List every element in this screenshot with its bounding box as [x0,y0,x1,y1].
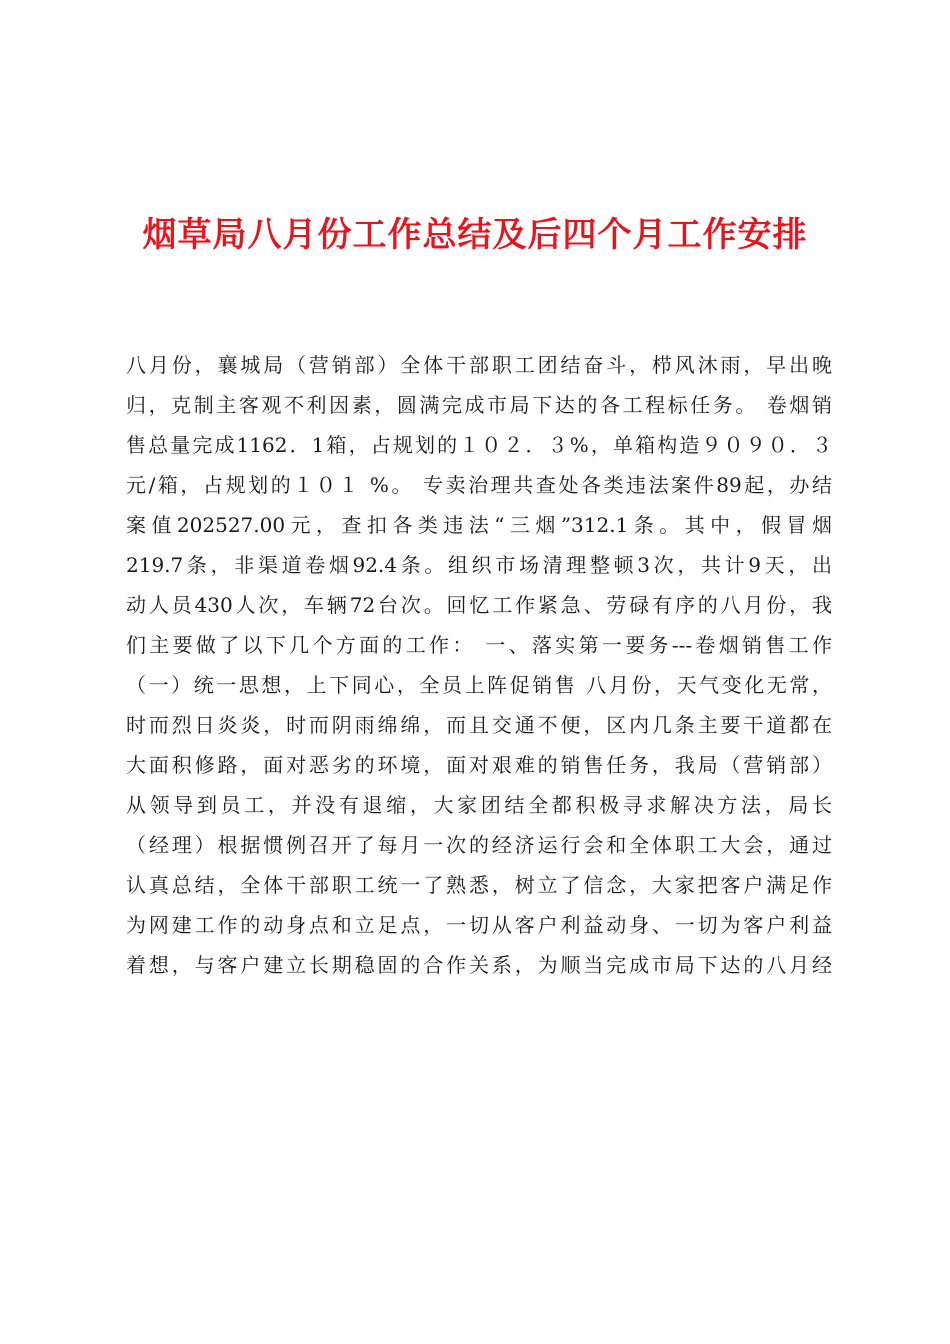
body-line: 时而烈日炎炎，时而阴雨绵绵，而且交通不便，区内几条主要干道都在 [126,713,832,737]
body-line: 大面积修路，面对恶劣的环境，面对艰难的销售任务，我局（营销部） [126,753,832,777]
document-body [126,345,832,985]
body-line: （经理）根据惯例召开了每月一次的经济运行会和全体职工大会，通过 [126,833,832,857]
body-line: 动人员430人次，车辆72台次。回忆工作紧急、劳碌有序的八月份，我 [126,593,832,617]
body-line: （一）统一思想，上下同心，全员上阵促销售 八月份，天气变化无常， [126,673,832,697]
body-line: 为网建工作的动身点和立足点，一切从客户利益动身、一切为客户利益 [126,913,832,937]
body-line: 八月份，襄城局（营销部）全体干部职工团结奋斗，栉风沐雨，早出晚 [126,353,832,377]
body-line: 售总量完成1162．1箱，占规划的１０２．３%，单箱构造９０９０．３ [126,433,832,457]
body-line: 从领导到员工，并没有退缩，大家团结全都积极寻求解决方法，局长 [126,793,832,817]
body-line: 219.7条，非渠道卷烟92.4条。组织市场清理整顿3次，共计9天，出 [126,553,832,577]
body-line: 着想，与客户建立长期稳固的合作关系，为顺当完成市局下达的八月经 [126,953,832,977]
document-title: 烟草局八月份工作总结及后四个月工作安排 [142,215,808,255]
body-line: 认真总结，全体干部职工统一了熟悉，树立了信念，大家把客户满足作 [126,873,832,897]
body-line: 归，克制主客观不利因素，圆满完成市局下达的各工程标任务。 卷烟销 [126,393,832,417]
body-line: 们主要做了以下几个方面的工作： 一、落实第一要务---卷烟销售工作 [126,633,832,657]
body-line: 元/箱，占规划的１０１ %。 专卖治理共查处各类违法案件89起，办结 [126,473,832,497]
body-line: 案值202527.00元，查扣各类违法“三烟”312.1条。其中，假冒烟 [126,513,832,537]
